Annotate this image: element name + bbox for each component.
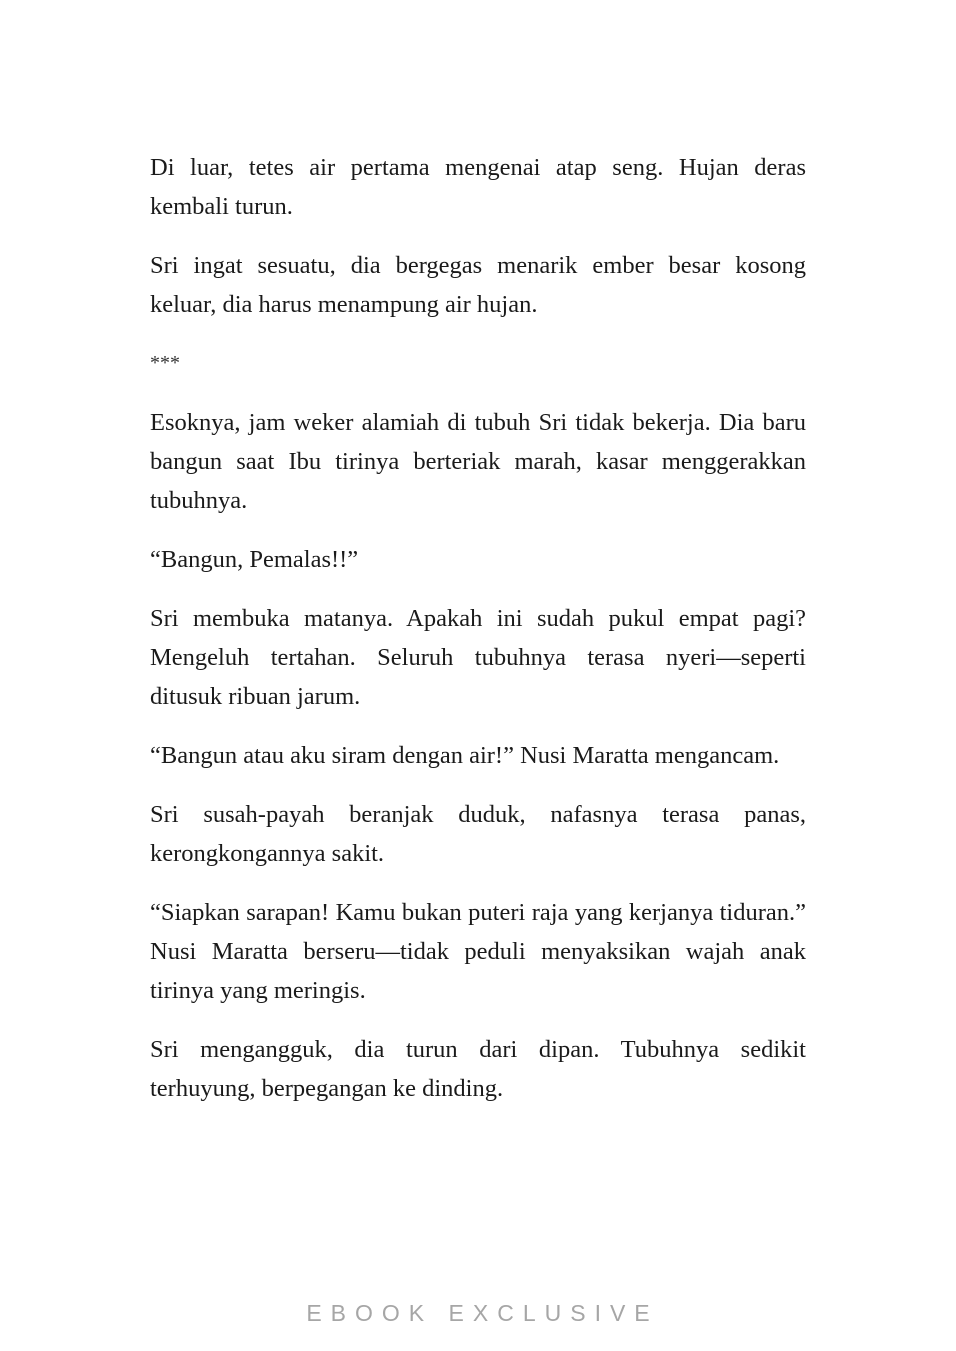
paragraph: Esoknya, jam weker alamiah di tubuh Sri tidak bekerja. Dia baru bangun saat Ibu tirinya berteriak marah, kasar menggerakkan tubuhnya. bbox=[150, 409, 806, 514]
paragraph: Sri mengangguk, dia turun dari dipan. Tubuhnya sedikit terhuyung, berpegangan ke dinding. bbox=[150, 1036, 806, 1102]
page-body bbox=[150, 148, 806, 1128]
paragraph: Sri ingat sesuatu, dia bergegas menarik ember besar kosong keluar, dia harus menampung air hujan. bbox=[150, 252, 806, 318]
dialogue-paragraph: “Siapkan sarapan! Kamu bukan puteri raja yang kerjanya tiduran.” Nusi Maratta berseru—tidak peduli menyaksikan wajah anak tirinya yang meringis. bbox=[150, 899, 806, 1004]
paragraph: Di luar, tetes air pertama mengenai atap seng. Hujan deras kembali turun. bbox=[150, 154, 806, 220]
page-footer-watermark: EBOOK EXCLUSIVE bbox=[306, 1300, 659, 1326]
paragraph: Sri susah-payah beranjak duduk, nafasnya terasa panas, kerongkongannya sakit. bbox=[150, 801, 806, 867]
dialogue-paragraph: “Bangun, Pemalas!!” bbox=[150, 546, 359, 573]
dialogue-paragraph: “Bangun atau aku siram dengan air!” Nusi Maratta mengancam. bbox=[150, 742, 780, 769]
paragraph: Sri membuka matanya. Apakah ini sudah pukul empat pagi? Mengeluh tertahan. Seluruh tubuhnya terasa nyeri—seperti ditusuk ribuan jarum. bbox=[150, 605, 806, 710]
scene-separator: *** bbox=[150, 352, 180, 374]
